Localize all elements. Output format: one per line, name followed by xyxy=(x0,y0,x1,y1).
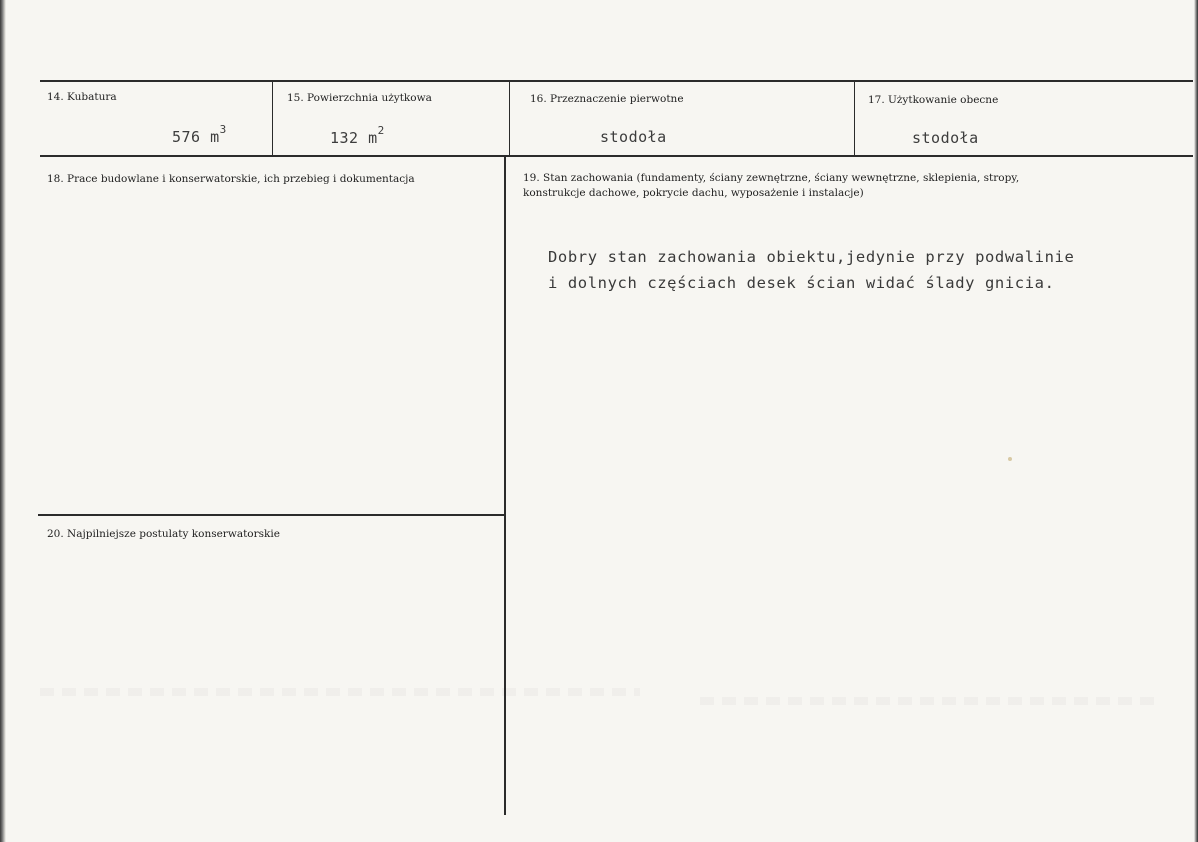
scan-edge-left xyxy=(0,0,6,842)
stan-text-line-2: i dolnych częściach desek ścian widać ślady gnicia. xyxy=(548,274,1055,292)
section-rule xyxy=(38,514,504,516)
kubatura-label: 14. Kubatura xyxy=(47,91,117,103)
column-divider xyxy=(504,156,506,815)
row-rule xyxy=(40,155,1193,157)
bleed-through-mark xyxy=(40,688,640,696)
paper-speck xyxy=(1008,457,1012,461)
column-divider xyxy=(854,80,855,156)
przeznaczenie-label: 16. Przeznaczenie pierwotne xyxy=(530,93,684,105)
scan-edge-right xyxy=(1194,0,1198,842)
stan-text-line-1: Dobry stan zachowania obiektu,jedynie przy podwalinie xyxy=(548,248,1075,266)
postulaty-label: 20. Najpilniejsze postulaty konserwatorskie xyxy=(47,528,280,540)
powierzchnia-value: 132 $m^2$ xyxy=(330,124,385,147)
column-divider xyxy=(272,80,273,156)
stan-label: 19. Stan zachowania (fundamenty, ściany zewnętrzne, ściany wewnętrzne, sklepienia, stropy, konstrukcje dachowe, pokrycie dachu, wyposażenie i instalacje) xyxy=(523,172,1020,199)
uzytkowanie-value: stodoła xyxy=(912,129,979,147)
przeznaczenie-value: stodoła xyxy=(600,128,667,146)
column-divider xyxy=(509,80,510,156)
kubatura-value: 576 $m^3$ xyxy=(172,123,227,146)
prace-label: 18. Prace budowlane i konserwatorskie, ich przebieg i dokumentacja xyxy=(47,173,415,185)
top-rule xyxy=(40,80,1193,82)
bleed-through-mark xyxy=(700,697,1160,705)
powierzchnia-label: 15. Powierzchnia użytkowa xyxy=(287,92,432,104)
uzytkowanie-label: 17. Użytkowanie obecne xyxy=(868,94,999,106)
